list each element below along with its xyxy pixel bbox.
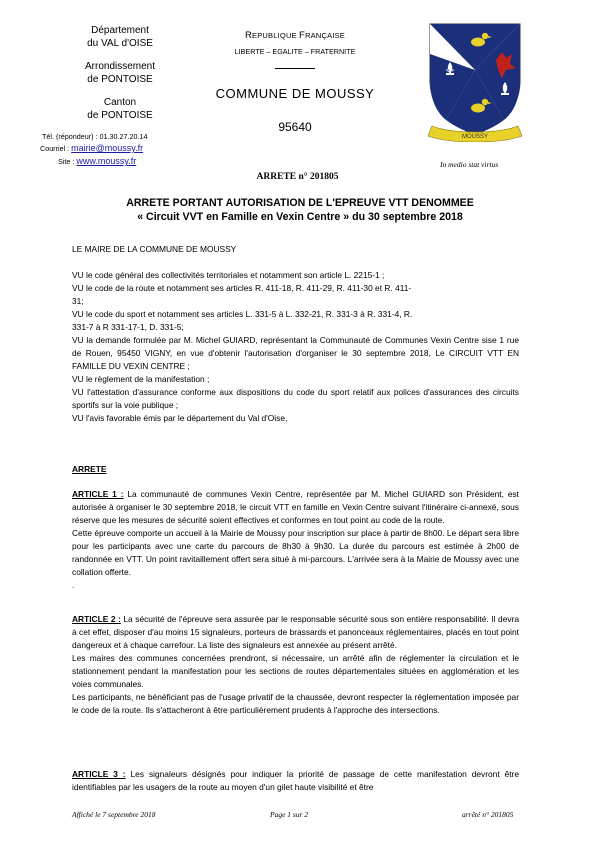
canton-line2: de PONTOISE [87, 110, 153, 121]
rep-initial-r: R [244, 30, 253, 41]
article-3-text [72, 768, 519, 794]
motto: In medio stat virtus [440, 160, 499, 169]
email-label: Courriel : [40, 144, 72, 153]
footer-affiche: Affiché le 7 septembre 2018 [72, 810, 156, 819]
website-link[interactable]: www.moussy.fr [76, 156, 137, 166]
email-line [40, 144, 143, 153]
vu-code-sport: VU le code du sport et notamment ses articles L. 331-5 à L. 332-21, R. 331-3 à R. 331-4, R. [72, 309, 413, 319]
website-line [58, 157, 136, 166]
crest-graphic [422, 18, 528, 142]
article-2-label: ARTICLE 2 : [72, 614, 121, 624]
article-2 [72, 613, 519, 717]
arrondissement-line2: de PONTOISE [87, 74, 153, 85]
article-1-text [72, 488, 519, 527]
rep-rest: EPUBLIQUE [252, 31, 300, 40]
vu-attestation: VU l'attestation d'assurance conforme aux dispositions du code du sport relatif aux polices d'assurances des circuits sportifs sur la voie publique ; [72, 387, 519, 410]
website-label: Site : [58, 157, 77, 166]
rep-initial-f: F [299, 30, 306, 41]
departement-block [60, 24, 180, 50]
article-1-body: La communauté de communes Vexin Centre, représentée par M. Michel GUIARD son Président, est autorisée à organiser le 30 septembre 2018, le circuit VTT en famille en Vexin Centre suivant l'itinéraire ci-annexé, sous réserve que les mesures de sécurité soient effectives et conformes en tout point au code de la route. [72, 489, 520, 525]
departement-line1: Département [91, 25, 149, 36]
visas-block [72, 269, 519, 425]
article-1 [72, 488, 519, 592]
title-line2: « Circuit VVT en Famille en Vexin Centre » du 30 septembre 2018 [137, 211, 463, 223]
article-3-label: ARTICLE 3 : [72, 769, 126, 779]
crest-banner-text: MOUSSY [461, 134, 489, 140]
title-line1: ARRETE PORTANT AUTORISATION DE L'EPREUVE VTT DENOMMEE [126, 197, 474, 209]
canton-line1: Canton [103, 97, 137, 108]
arrondissement-line1: Arrondissement [84, 61, 156, 72]
devise-line: LIBERTE – EGALITE – FRATERNITE [234, 47, 356, 56]
rep-rest2: RANÇAISE [305, 31, 346, 40]
footer-page-number: Page 1 sur 2 [270, 810, 309, 819]
arrete-number: ARRETE n° 201805 [256, 172, 339, 182]
article-3-body: Les signaleurs désignés pour indiquer la priorité de passage de cette manifestation devront être identifiables par les usagers de la route au moyen d'un gilet haute visibilité et être [72, 769, 520, 792]
header-left-column [60, 24, 180, 132]
republique-heading [200, 30, 390, 41]
document-title [60, 196, 540, 224]
vu-cgct: VU le code général des collectivités territoriales et notamment son article L. 2215-1 ; [72, 270, 385, 280]
vu-reglement: VU le règlement de la manifestation ; [72, 374, 210, 384]
article-2-body: La sécurité de l'épreuve sera assurée par le responsable sécurité sous son entière responsabilité. Il devra à cet effet, disposer d'au moins 15 signaleurs, porteurs de brassards et panonceaux réglementaires, placés en tout point dangereux et à chaque carrefour. La liste des signaleurs est annexée au présent arrêté. [72, 614, 519, 650]
vu-code-route-cont: 31; [72, 296, 84, 306]
phone-line: Tél. (répondeur) : 01.30.27.20.14 [42, 132, 148, 141]
postal-code: 95640 [278, 120, 312, 134]
arrondissement-block [60, 60, 180, 86]
moussy-coat-of-arms [422, 18, 528, 142]
commune-name: COMMUNE DE MOUSSY [215, 86, 375, 101]
vu-code-sport-cont: 331-7 à R 331-17-1, D. 331-5; [72, 322, 184, 332]
arrete-heading: ARRETE [72, 464, 107, 474]
maire-heading: LE MAIRE DE LA COMMUNE DE MOUSSY [72, 244, 237, 254]
footer-reference: arrêté n° 201805 [462, 810, 514, 819]
vu-demande: VU la demande formulée par M. Michel GUIARD, représentant la Communauté de Communes Vexin Centre sise 1 rue de Rouen, 95450 VIGNY, en vue d'obtenir l'autorisation d'organiser le 30 septembre 2018, Le CIRCUIT VTT EN FAMILLE DU VEXIN CENTRE ; [72, 335, 519, 371]
article-2-paragraph-3: Les participants, ne bénéficiant pas de l'usage privatif de la chaussée, devront respecter la réglementation imposée par le code de la route. Ils s'attacheront à être particulièrement prudents à l'approche des intersections. [72, 692, 519, 715]
article-1-label: ARTICLE 1 : [72, 489, 124, 499]
header-divider [275, 68, 315, 69]
canton-block [60, 96, 180, 122]
article-1-paragraph-2: Cette épreuve comporte un accueil à la Mairie de Moussy pour inscription sur place à partir de 8h00. Le départ sera libre pour les participants avec une carte du parcours de 8h30 à 9h30. La durée du parcours est estimée à 2h00 de randonnée en VTT. Un point ravitaillement offert sera situé à mi-parcours. L'arrivée sera à la Mairie de Moussy avec une collation offerte. [72, 528, 519, 577]
email-link[interactable]: mairie@moussy.fr [71, 143, 144, 153]
article-3 [72, 768, 519, 794]
departement-line2: du VAL d'OISE [87, 38, 153, 49]
vu-code-route: VU le code de la route et notamment ses articles R. 411-18, R. 411-29, R. 411-30 et R. 411- [72, 283, 412, 293]
article-2-text [72, 613, 519, 652]
vu-avis: VU l'avis favorable émis par le département du Val d'Oise, [72, 413, 288, 423]
article-2-paragraph-2: Les maires des communes concernées prendront, si nécessaire, un arrêté afin de réglementer la circulation et le stationnement pendant la manifestation pour les sections de routes départementales situées en agglomération et les voies communales. [72, 653, 519, 689]
separator-dot: . [72, 580, 75, 590]
